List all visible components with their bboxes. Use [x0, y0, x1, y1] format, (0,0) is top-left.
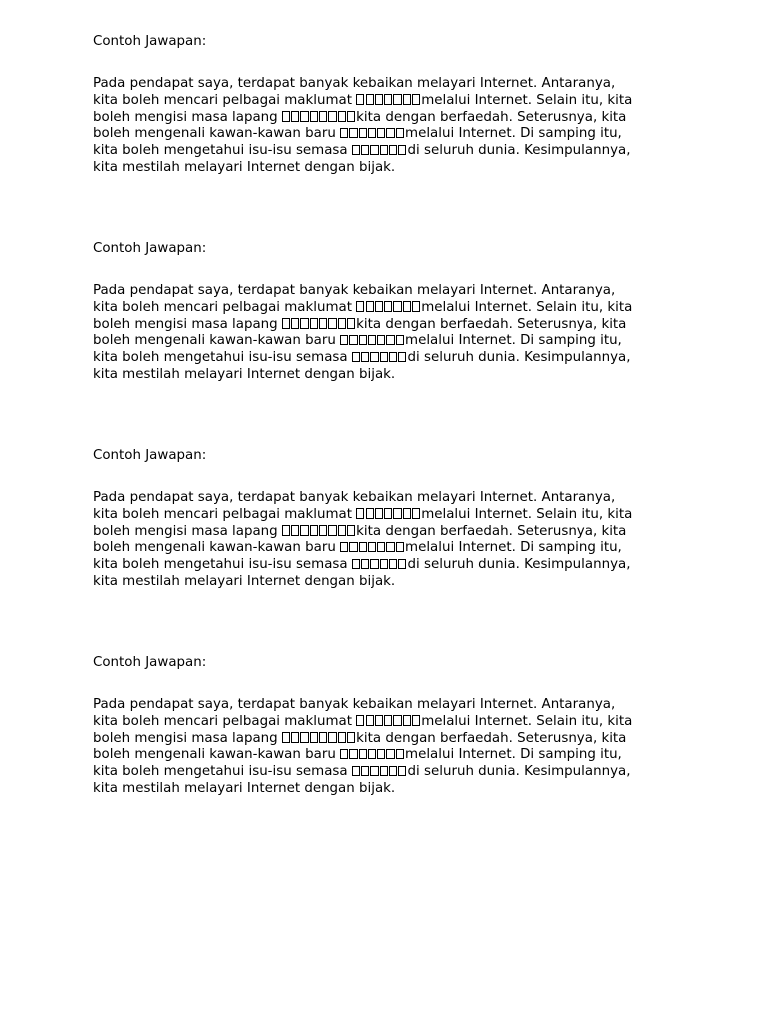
missing-glyph-box — [359, 335, 367, 346]
missing-glyph-box — [393, 94, 401, 105]
paragraph-line: kita boleh mencari pelbagai maklumat melalui Internet. Selain itu, kita — [93, 506, 633, 522]
missing-glyph-box — [370, 766, 378, 777]
missing-glyph-box — [375, 94, 383, 105]
missing-glyph-box — [356, 508, 364, 519]
missing-glyph-box — [319, 111, 327, 122]
missing-glyph-box — [412, 301, 420, 312]
missing-glyph-box — [366, 301, 374, 312]
missing-glyph-box — [361, 766, 369, 777]
missing-glyph-box — [412, 715, 420, 726]
missing-glyph-box — [310, 732, 318, 743]
paragraph-line: kita boleh mencari pelbagai maklumat melalui Internet. Selain itu, kita — [93, 299, 633, 315]
missing-glyph-box — [347, 525, 355, 536]
missing-glyph-box — [361, 145, 369, 156]
missing-glyph-box — [368, 542, 376, 553]
missing-glyph-box — [282, 732, 290, 743]
answer-block-4 — [93, 654, 673, 861]
missing-glyph-box — [396, 749, 404, 760]
missing-glyph-box — [328, 525, 336, 536]
missing-glyph-box — [328, 732, 336, 743]
missing-glyph-box — [291, 111, 299, 122]
missing-glyph-box — [377, 335, 385, 346]
missing-glyph-box — [375, 508, 383, 519]
missing-glyph-box — [366, 94, 374, 105]
missing-glyph-box — [300, 111, 308, 122]
answer-block-3 — [93, 447, 673, 654]
missing-glyph-box — [328, 318, 336, 329]
missing-glyph-box — [375, 715, 383, 726]
paragraph-line: boleh mengisi masa lapang kita dengan berfaedah. Seterusnya, kita — [93, 523, 627, 539]
answer-paragraph — [93, 283, 673, 384]
missing-glyph-box — [347, 732, 355, 743]
paragraph-line: boleh mengenali kawan-kawan baru melalui Internet. Di samping itu, — [93, 333, 622, 349]
missing-glyph-box — [352, 352, 360, 363]
paragraph-line: kita boleh mencari pelbagai maklumat melalui Internet. Selain itu, kita — [93, 713, 633, 729]
missing-glyph-box — [370, 559, 378, 570]
missing-glyph-box — [393, 301, 401, 312]
missing-glyph-box — [384, 94, 392, 105]
missing-glyph-box — [340, 335, 348, 346]
missing-glyph-box — [338, 732, 346, 743]
missing-glyph-box — [377, 128, 385, 139]
missing-glyph-box — [310, 525, 318, 536]
missing-glyph-box — [386, 542, 394, 553]
missing-glyph-box — [368, 335, 376, 346]
paragraph-line: Pada pendapat saya, terdapat banyak kebaikan melayari Internet. Antaranya, — [93, 283, 616, 298]
missing-glyph-box — [377, 542, 385, 553]
missing-glyph-box — [366, 715, 374, 726]
paragraph-line: kita mestilah melayari Internet dengan bijak. — [93, 573, 396, 589]
missing-glyph-box — [403, 715, 411, 726]
answer-heading: Contoh Jawapan: — [93, 34, 207, 49]
paragraph-line: kita boleh mengetahui isu-isu semasa di seluruh dunia. Kesimpulannya, — [93, 557, 631, 573]
missing-glyph-box — [403, 508, 411, 519]
answer-paragraph — [93, 697, 673, 798]
document-page — [93, 33, 673, 861]
missing-glyph-box — [380, 145, 388, 156]
missing-glyph-box — [349, 749, 357, 760]
answer-block-1 — [93, 33, 673, 240]
missing-glyph-box — [403, 94, 411, 105]
missing-glyph-box — [282, 111, 290, 122]
missing-glyph-box — [282, 318, 290, 329]
missing-glyph-box — [300, 318, 308, 329]
missing-glyph-box — [380, 352, 388, 363]
missing-glyph-box — [349, 335, 357, 346]
missing-glyph-box — [356, 94, 364, 105]
missing-glyph-box — [370, 145, 378, 156]
missing-glyph-box — [403, 301, 411, 312]
missing-glyph-box — [291, 525, 299, 536]
missing-glyph-box — [384, 301, 392, 312]
missing-glyph-box — [352, 145, 360, 156]
missing-glyph-box — [282, 525, 290, 536]
answer-paragraph — [93, 76, 673, 177]
missing-glyph-box — [356, 301, 364, 312]
missing-glyph-box — [412, 94, 420, 105]
missing-glyph-box — [366, 508, 374, 519]
missing-glyph-box — [386, 749, 394, 760]
missing-glyph-box — [396, 335, 404, 346]
missing-glyph-box — [352, 559, 360, 570]
answer-heading: Contoh Jawapan: — [93, 241, 207, 256]
missing-glyph-box — [340, 749, 348, 760]
missing-glyph-box — [319, 318, 327, 329]
missing-glyph-box — [389, 766, 397, 777]
missing-glyph-box — [328, 111, 336, 122]
missing-glyph-box — [412, 508, 420, 519]
paragraph-line: Pada pendapat saya, terdapat banyak kebaikan melayari Internet. Antaranya, — [93, 490, 616, 505]
missing-glyph-box — [347, 318, 355, 329]
missing-glyph-box — [377, 749, 385, 760]
missing-glyph-box — [338, 525, 346, 536]
missing-glyph-box — [310, 318, 318, 329]
missing-glyph-box — [380, 766, 388, 777]
paragraph-line: Pada pendapat saya, terdapat banyak kebaikan melayari Internet. Antaranya, — [93, 697, 616, 712]
answer-block-2 — [93, 240, 673, 447]
paragraph-line: kita boleh mengetahui isu-isu semasa di seluruh dunia. Kesimpulannya, — [93, 764, 631, 780]
paragraph-line: boleh mengenali kawan-kawan baru melalui Internet. Di samping itu, — [93, 747, 622, 763]
missing-glyph-box — [398, 352, 406, 363]
missing-glyph-box — [368, 128, 376, 139]
missing-glyph-box — [370, 352, 378, 363]
missing-glyph-box — [300, 525, 308, 536]
missing-glyph-box — [291, 732, 299, 743]
missing-glyph-box — [361, 559, 369, 570]
paragraph-line: kita mestilah melayari Internet dengan bijak. — [93, 366, 396, 382]
missing-glyph-box — [359, 542, 367, 553]
missing-glyph-box — [319, 732, 327, 743]
missing-glyph-box — [352, 766, 360, 777]
missing-glyph-box — [347, 111, 355, 122]
missing-glyph-box — [398, 559, 406, 570]
missing-glyph-box — [384, 508, 392, 519]
answer-heading: Contoh Jawapan: — [93, 448, 207, 463]
missing-glyph-box — [338, 111, 346, 122]
paragraph-line: kita mestilah melayari Internet dengan bijak. — [93, 780, 396, 796]
missing-glyph-box — [380, 559, 388, 570]
missing-glyph-box — [393, 715, 401, 726]
paragraph-line: boleh mengenali kawan-kawan baru melalui Internet. Di samping itu, — [93, 126, 622, 142]
missing-glyph-box — [386, 128, 394, 139]
missing-glyph-box — [349, 128, 357, 139]
missing-glyph-box — [375, 301, 383, 312]
missing-glyph-box — [393, 508, 401, 519]
missing-glyph-box — [340, 542, 348, 553]
paragraph-line: Pada pendapat saya, terdapat banyak kebaikan melayari Internet. Antaranya, — [93, 76, 616, 91]
missing-glyph-box — [384, 715, 392, 726]
missing-glyph-box — [389, 145, 397, 156]
missing-glyph-box — [356, 715, 364, 726]
paragraph-line: kita boleh mengetahui isu-isu semasa di seluruh dunia. Kesimpulannya, — [93, 350, 631, 366]
missing-glyph-box — [359, 128, 367, 139]
missing-glyph-box — [359, 749, 367, 760]
missing-glyph-box — [396, 128, 404, 139]
missing-glyph-box — [389, 352, 397, 363]
paragraph-line: kita boleh mencari pelbagai maklumat melalui Internet. Selain itu, kita — [93, 92, 633, 108]
paragraph-line: boleh mengisi masa lapang kita dengan berfaedah. Seterusnya, kita — [93, 730, 627, 746]
missing-glyph-box — [368, 749, 376, 760]
paragraph-line: boleh mengisi masa lapang kita dengan berfaedah. Seterusnya, kita — [93, 316, 627, 332]
answer-paragraph — [93, 490, 673, 591]
missing-glyph-box — [340, 128, 348, 139]
paragraph-line: boleh mengenali kawan-kawan baru melalui Internet. Di samping itu, — [93, 540, 622, 556]
missing-glyph-box — [361, 352, 369, 363]
missing-glyph-box — [310, 111, 318, 122]
missing-glyph-box — [291, 318, 299, 329]
paragraph-line: kita boleh mengetahui isu-isu semasa di seluruh dunia. Kesimpulannya, — [93, 143, 631, 159]
missing-glyph-box — [398, 766, 406, 777]
paragraph-line: kita mestilah melayari Internet dengan bijak. — [93, 159, 396, 175]
missing-glyph-box — [398, 145, 406, 156]
missing-glyph-box — [338, 318, 346, 329]
missing-glyph-box — [300, 732, 308, 743]
missing-glyph-box — [386, 335, 394, 346]
missing-glyph-box — [389, 559, 397, 570]
missing-glyph-box — [349, 542, 357, 553]
answer-heading: Contoh Jawapan: — [93, 655, 207, 670]
missing-glyph-box — [396, 542, 404, 553]
missing-glyph-box — [319, 525, 327, 536]
paragraph-line: boleh mengisi masa lapang kita dengan berfaedah. Seterusnya, kita — [93, 109, 627, 125]
